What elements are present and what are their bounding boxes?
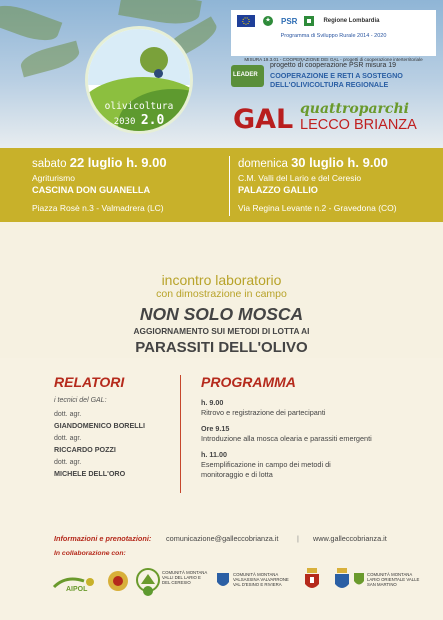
relatore-role: dott. agr.: [54, 435, 82, 442]
relatori-intro: i tecnici del GAL:: [54, 397, 107, 404]
date-time-left: 22 luglio h. 9.00: [69, 155, 167, 170]
column-divider: [180, 375, 181, 493]
shield-icon: [216, 572, 230, 590]
event-dates-band: [0, 148, 443, 222]
info-separator: |: [297, 534, 299, 543]
eu-funding-logos: [231, 10, 436, 56]
crest-icon: [334, 568, 350, 592]
event-subtype: con dimostrazione in campo: [156, 288, 287, 300]
programma-text: Introduzione alla mosca olearia e parassiti emergenti: [201, 434, 372, 443]
comunita-lario-orientale-logo: COMUNITÀ MONTANA LARIO ORIENTALE VALLE SAN MARTINO: [367, 572, 420, 588]
misura-label: MISURA 19.3.01 - COOPERAZIONE DEI GAL - progetti di cooperazione interterritoriale: [244, 57, 423, 62]
day-right: domenica: [238, 158, 288, 170]
regione-lombardia-label: Regione Lombardia: [323, 18, 380, 24]
date-time-right: 30 luglio h. 9.00: [291, 155, 388, 170]
programma-text: Ritrovo e registrazione dei partecipanti: [201, 408, 326, 417]
venue-address-left: Piazza Rosè n.3 - Valmadrera (LC): [32, 203, 164, 213]
crest-icon: [353, 572, 365, 588]
olive-leaf-decoration: [18, 41, 82, 78]
project-line-2: COOPERAZIONE E RETI A SOSTEGNO: [270, 71, 403, 80]
date-divider: [229, 156, 230, 216]
info-email-link[interactable]: comunicazione@galleccobrianza.it: [166, 534, 279, 543]
venue-address-right: Via Regina Levante n.2 - Gravedona (CO): [238, 203, 397, 213]
event-title-2: PARASSITI DELL'OLIVO: [135, 339, 308, 356]
venue-name-right: PALAZZO GALLIO: [238, 185, 318, 195]
gal-quattroparchi: quattroparchi: [300, 101, 409, 117]
comunita-lario-logo: COMUNITÀ MONTANA VALLI DEL LARIO E DEL CERESIO: [162, 570, 208, 586]
programma-text: Esemplificazione in campo dei metodi di: [201, 460, 331, 469]
relatore-name: GIANDOMENICO BORELLI: [54, 421, 146, 430]
footer-strip: [0, 606, 443, 620]
relatore-name: RICCARDO POZZI: [54, 445, 116, 454]
header-banner: [0, 0, 443, 148]
crest-icon: [304, 568, 320, 592]
project-line-3: DELL'OLIVICOLTURA REGIONALE: [270, 80, 389, 89]
programma-time: h. 11.00: [201, 450, 227, 459]
project-line-1: progetto di cooperazione PSR misura 19: [270, 62, 397, 69]
leader-logo: LEADER: [231, 65, 264, 87]
event-title: NON SOLO MOSCA: [139, 304, 304, 324]
venue-type-right: C.M. Valli del Lario e del Ceresio: [238, 173, 362, 183]
day-left: sabato: [32, 158, 67, 170]
eu-flag-icon: [237, 15, 255, 27]
venue-name-left: CASCINA DON GUANELLA: [32, 185, 151, 195]
logo-subtitle: 2030 2.0: [113, 113, 165, 128]
venue-type-left: Agriturismo: [32, 173, 75, 183]
regione-lombardia-icon: [301, 15, 319, 27]
aipol-logo: AIPOL: [52, 573, 98, 598]
olive-tree-icon: [140, 47, 168, 73]
tree-icon: [142, 585, 154, 597]
relatori-title: RELATORI: [54, 374, 125, 390]
gal-logo: GAL: [233, 104, 294, 135]
comunita-valsassina-logo: COMUNITÀ MONTANA VALSASSINA VALVARRONE VAL D'ESINO E RIVIERA: [233, 572, 289, 588]
relatore-role: dott. agr.: [54, 411, 82, 418]
gal-lecco-brianza: LECCO BRIANZA: [300, 117, 417, 133]
olivicoltura-logo: [85, 26, 193, 134]
italy-emblem-icon: [259, 15, 277, 27]
olive-leaf-decoration: [0, 0, 62, 47]
info-label: Informazioni e prenotazioni:: [54, 534, 152, 543]
programma-time: h. 9.00: [201, 398, 224, 407]
olive-leaf-decoration: [118, 0, 202, 29]
info-web-link[interactable]: www.galleccobrianza.it: [313, 534, 387, 543]
logo-title: olivicoltura: [104, 101, 174, 112]
programma-label: Programma di Sviluppo Rurale 2014 - 2020: [280, 33, 387, 39]
emblem-icon: [107, 570, 129, 592]
relatore-name: MICHELE DELL'ORO: [54, 469, 126, 478]
psr-logo: PSR: [281, 16, 298, 26]
programma-time: Ore 9.15: [201, 424, 230, 433]
collab-label: In collaborazione con:: [54, 550, 126, 557]
event-type: incontro laboratorio: [161, 272, 282, 288]
relatore-role: dott. agr.: [54, 459, 82, 466]
event-subtitle: AGGIORNAMENTO SUI METODI DI LOTTA AI: [133, 326, 310, 336]
programma-text: monitoraggio e di lotta: [201, 470, 273, 479]
programma-title: PROGRAMMA: [201, 374, 296, 390]
